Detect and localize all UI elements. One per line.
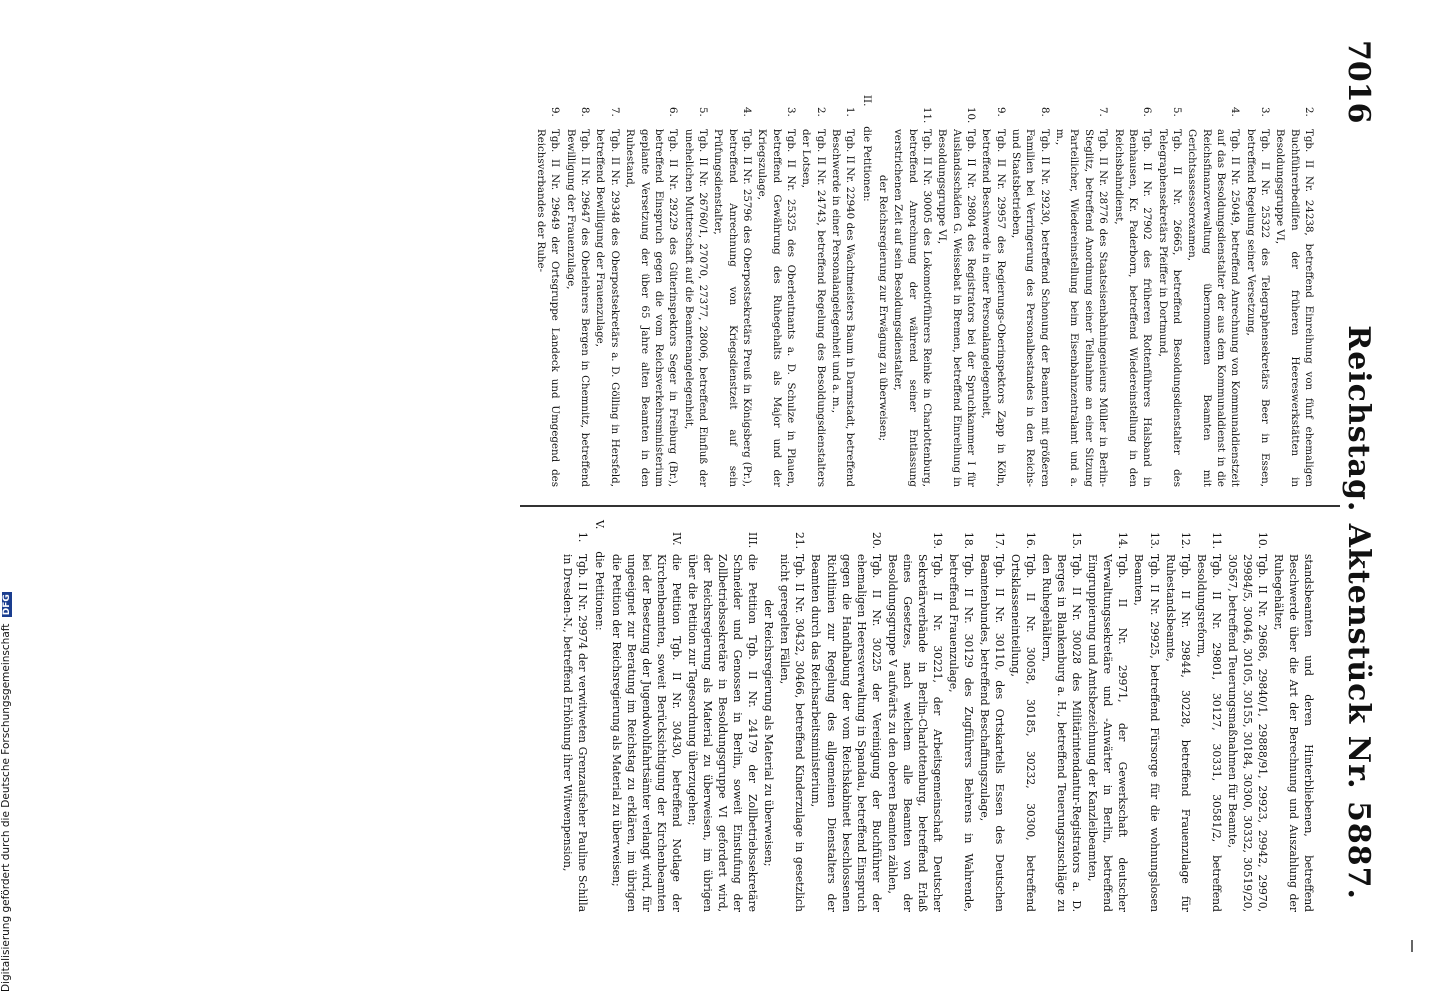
- list-item: [563, 95, 592, 487]
- list-item: [1273, 95, 1316, 487]
- section-heading: [859, 95, 873, 487]
- item-text: Tgb. II Nr. 22940 des Wachtmeisters Baum in Darmstadt, betreffend Beschwerde in einer Personalangelegenheit und a. m.,: [830, 129, 857, 487]
- item-number: 8.: [1038, 107, 1051, 117]
- item-number: 5.: [1170, 107, 1183, 117]
- item-text: Tgb. II Nr. 25796 des Oberpostsekretärs Preuß in Königsberg (Pr.), betreffend Anrechnung von Kriegsdienstzeit auf sein Prüfungsdienstalter,: [712, 129, 753, 487]
- item-text: Tgb. II Nr. 30129 des Zugführers Behrens in Wahrende, betreffend Frauenzulage,: [946, 554, 975, 912]
- item-number: 4.: [740, 107, 753, 117]
- section-numeral: III.: [746, 532, 760, 549]
- item-number: 3.: [1258, 107, 1271, 117]
- list-item: [885, 520, 945, 912]
- item-text: Tgb. II Nr. 29974 der verwitweten Grenzaufseher Pauline Schilla in Dresden-N., betreffend Erhöhung ihrer Witwenpension,: [560, 554, 589, 912]
- list-item: [829, 95, 858, 487]
- item-number: 1.: [575, 532, 589, 543]
- item-number: 21.: [793, 532, 807, 550]
- list-item: [1163, 520, 1193, 912]
- item-number: 15.: [1070, 532, 1084, 550]
- list-item: [1155, 95, 1184, 487]
- list-item: [755, 95, 798, 487]
- list-item: [808, 520, 883, 912]
- right-column: [559, 520, 1316, 912]
- item-number: 11.: [921, 107, 934, 124]
- list-item: [534, 95, 563, 487]
- section-numeral: IV.: [670, 532, 684, 546]
- item-number: 4.: [1229, 107, 1242, 117]
- item-number: 9.: [994, 107, 1007, 117]
- dfg-logo: DFG: [2, 594, 12, 616]
- list-item: [777, 520, 807, 912]
- item-text: Tgb. II Nr. 30028 des Militärintendantur-Registrators a. D. Berges in Blankenburg a. H., betreffend Teuerungszuschläge zu den Ruhegehältern,: [1040, 554, 1084, 912]
- item-number: 6.: [667, 107, 680, 117]
- item-text: Tgb. II Nr. 30058, 30185, 30232, 30300, betreffend Ortsklasseneinteilung,: [1009, 554, 1038, 912]
- item-text: Tgb. II Nr. 29647 des Oberlehrers Bergen in Chemnitz, betreffend Bewilligung der Frauenzulage,: [564, 129, 592, 487]
- list-item: [1225, 520, 1270, 912]
- item-text: Tgb. II Nr. 29801, 30127, 30331, 30581/2, betreffend Besoldungsreform,: [1194, 554, 1223, 912]
- item-text: Tgb. II Nr. 30005 des Lokomotivführers Reinke in Charlottenburg, betreffend Anrechnung der während seiner Entlassung verstrichenen Zeit auf sein Besoldungsdienstalter,: [892, 129, 934, 487]
- conclusion-text: der Reichsregierung als Material zu überweisen;: [762, 599, 776, 867]
- list-item: [1243, 95, 1272, 487]
- item-number: 19.: [930, 532, 944, 550]
- item-number: 2.: [1303, 107, 1315, 117]
- item-text: Tgb. II Nr. 28776 des Staatseisenbahningenieurs Müller in Berlin-Steglitz, betreffend Anordnung seiner Teilnahme an einer Sitzung Parteilicher, Wiedereinstellung beim Eisenbahnzentralamt und a. m.,: [1054, 129, 1110, 487]
- credit-text: Digitalisierung gefördert durch die Deutsche Forschungsgemeinschaft: [0, 623, 12, 992]
- list-item: [681, 95, 710, 487]
- list-item: [1039, 520, 1084, 912]
- item-number: 14.: [1116, 532, 1130, 550]
- item-number: 13.: [1147, 532, 1161, 550]
- section-heading-text: die Petitionen:: [592, 551, 606, 631]
- item-text: Tgb. II Nr. 30221, der Arbeitsgemeinschaft Deutscher Sekretärverbände in Berlin-Charlottenburg, betreffend Erlaß eines Gesetzes, nach welchem alle Beamten von der Besoldungsgruppe V aufwärts zu den oberen Beamten zählen,: [885, 554, 944, 912]
- item-number: 12.: [1178, 532, 1192, 550]
- conclusion-text: der Reichsregierung zur Erwägung zu überweisen;: [877, 174, 890, 442]
- list-item: [1085, 520, 1130, 912]
- item-text: Tgb. II Nr. 30432, 30466, betreffend Kinderzulage in gesetzlich nicht geregelten Fällen,: [778, 554, 807, 912]
- item-text: Tgb. II Nr. 29844, 30228, betreffend Frauenzulage für Ruhestandsbeamte,: [1163, 554, 1192, 912]
- list-item: [799, 95, 828, 487]
- item-number: 18.: [961, 532, 975, 550]
- item-text: Tgb. II Nr. 29649 der Ortsgruppe Landeck und Umgegend des Reichsverbandes der Ruhe-: [535, 129, 562, 487]
- item-number: 8.: [579, 107, 592, 117]
- page-number: 7016: [1341, 40, 1376, 124]
- item-text: Tgb. II Nr. 29229 des Güterinspektors Seger in Freiburg (Br.), betreffend Einspruch gegen die vom Reichsverkehrsministerium geplante Versetzung der über 65 Jahre alten Beamten in den Ruhestand,: [624, 129, 680, 487]
- list-item: [935, 95, 978, 487]
- list-item: [1009, 95, 1052, 487]
- item-text: Tgb. II Nr. 29230, betreffend Schonung der Beamten mit größeren Familien bei Verringerung des Personalbestandes in den Reichs- und Staatsbetrieben,: [1010, 129, 1051, 487]
- edge-mark: [1411, 940, 1413, 952]
- item-number: 1.: [844, 107, 857, 117]
- item-text: Tgb. II Nr. 29957 des Regierungs-Oberinspektors Zapp in Köln, betreffend Beschwerde in einer Personalangelegenheit,: [980, 129, 1007, 487]
- item-text: Tgb. II Nr. 27902 des früheren Rottenführers Halsband in Benhausen, Kr. Paderborn, betreffend Wiedereinstellung in den Reichsbahndienst,: [1112, 129, 1154, 487]
- list-item: [979, 95, 1008, 487]
- list-item: [946, 520, 976, 912]
- left-column: [533, 95, 1316, 487]
- list-item: [560, 520, 590, 912]
- section-heading-text: die Petitionen:: [860, 126, 873, 202]
- list-item: [623, 95, 680, 487]
- list-item: [1111, 95, 1154, 487]
- section-text: die Petition Tgb. II Nr. 24179 der Zollbetriebssekretäre Schneider und Genossen in Berlin, soweit Einstufung der Zollbetriebssekretäre in Besoldungsgruppe VI gefordert wird, der Reichsregierung als Material zu überweisen, im übrigen über die Petition zur Tagesordnung überzugehen;: [686, 554, 760, 912]
- list-item: [977, 520, 1007, 912]
- item-text: Tgb. II Nr. 30110, des Ortskartells Essen des Deutschen Beamtenbundes, betreffend Beschaffungszulage,: [978, 554, 1007, 912]
- section-paragraph: [685, 520, 760, 912]
- item-number: 2.: [814, 107, 827, 117]
- item-number: 7.: [1097, 107, 1110, 117]
- page-title: Reichstag. Aktenstück Nr. 5887.: [1341, 325, 1376, 900]
- item-number: 3.: [784, 107, 797, 117]
- item-text: Tgb. II Nr. 24743, betreffend Regelung des Besoldungsdienstalters der Lotsen,: [800, 129, 827, 487]
- section-heading: [592, 520, 607, 912]
- list-item: [891, 95, 934, 487]
- item-number: 10.: [965, 107, 978, 124]
- item-number: 5.: [696, 107, 709, 117]
- section-numeral: II.: [860, 95, 873, 107]
- item-text: Tgb. II Nr. 25049, betreffend Anrechnung von Kommunaldienstzeit auf das Besoldungsdienstalter der aus dem Kommunaldienst in die Reichsfinanzverwaltung übernommenen Beamten mit Gerichtsassessorexamen,: [1186, 129, 1242, 487]
- continued-text: standsbeamten und deren Hinterbliebenen, betreffend Beschwerde über die Art der Berechnung und Auszahlung der Ruhegehälter,: [1271, 554, 1315, 912]
- item-text: Tgb. II Nr. 24238, betreffend Einreihung von fünf ehemaligen Buchführerbedilfen der früheren Heereswerkstätten in Besoldungsgruppe VI,: [1274, 129, 1315, 487]
- list-item: [1194, 520, 1224, 912]
- item-number: 9.: [549, 107, 562, 117]
- item-text: Tgb. II Nr. 29925, betreffend Fürsorge für die wohnungslosen Beamten,: [1132, 554, 1161, 912]
- item-text: Tgb. II Nr. 29971, der Gewerkschaft deutscher Verwaltungssekretäre und -Anwärter in Berlin, betreffend Eingruppierung und Amtsbezeichnung der Kanzleibeamten,: [1086, 554, 1130, 912]
- list-item: [593, 95, 622, 487]
- section-paragraph: [609, 520, 684, 912]
- list-item: [1053, 95, 1110, 487]
- section-numeral: V.: [592, 520, 606, 530]
- list-item: [1008, 520, 1038, 912]
- item-number: 20.: [869, 532, 883, 550]
- item-number: 10.: [1255, 532, 1269, 550]
- item-number: 6.: [1141, 107, 1154, 117]
- item-text: Tgb. II Nr. 29804 des Registrators bei der Spruchkammer I für Auslandsschäden G. Weissebat in Bremen, betreffend Einreihung in Besoldungsgruppe VI,: [936, 129, 978, 487]
- item-text: Tgb. II Nr. 29686, 29840/1, 29888/91, 29923, 29942, 29970, 29984/5, 30046, 30105, 30155, 30184, 30300, 30332, 30519/20, 30567, betreffend Teuerungsmaßnahmen für Beamte,: [1225, 554, 1269, 912]
- item-text: Tgb. II Nr. 26760/1, 27070, 27377, 28006, betreffend Einfluß der unehelichen Mutterschaft auf die Beamtenangelegenheit,: [682, 129, 709, 487]
- digitization-credit: [0, 594, 16, 992]
- item-text: Tgb. II Nr. 30225 der Vereinigung der Buchführer der ehemaligen Heeresverwaltung in Spandau, betreffend Einspruch gegen die Handhabung der vom Reichskabinett beschlossenen Richtlinien zur Regelung des allgemeinen Dienstalters der Beamten durch das Reichsarbeitsministerium,: [809, 554, 883, 912]
- item-number: 16.: [1024, 532, 1038, 550]
- section-text: die Petition Tgb. II Nr. 30430, betreffend Notlage der Kirchenbeamten, soweit Berücksichtigung der Kirchenbeamten bei der Besetzung der Jugendwohlfahrtsämter verlangt wird, für ungeeignet zur Beratung im Reichstag zu erklären, im übrigen die Petition der Reichsregierung als Material zu überweisen;: [609, 554, 684, 912]
- item-text: Tgb. II Nr. 26665, betreffend Besoldungsdienstalter des Telegraphensekretärs Pfeiffer in Dortmund,: [1156, 129, 1183, 487]
- list-item: [1131, 520, 1161, 912]
- item-text: Tgb. II Nr. 25325 des Oberleutnants a. D. Schulze in Plauen, betreffend Gewährung des Ruhegehalts als Major und der Kriegszulage,: [756, 129, 797, 487]
- item-text: Tgb. II Nr. 25322 des Telegraphensekretärs Beer in Essen, betreffend Regelung seiner Versetzung,: [1244, 129, 1271, 487]
- list-item: [1185, 95, 1242, 487]
- item-number: 11.: [1209, 532, 1223, 550]
- list-item: [711, 95, 754, 487]
- column-divider: [520, 505, 1340, 507]
- item-number: 17.: [993, 532, 1007, 550]
- item-text: Tgb. II Nr. 29348 des Oberpostsekretärs a. D. Gölling in Hersfeld, betreffend Bewilligung der Frauenzulage,: [594, 129, 621, 487]
- item-number: 7.: [608, 107, 621, 117]
